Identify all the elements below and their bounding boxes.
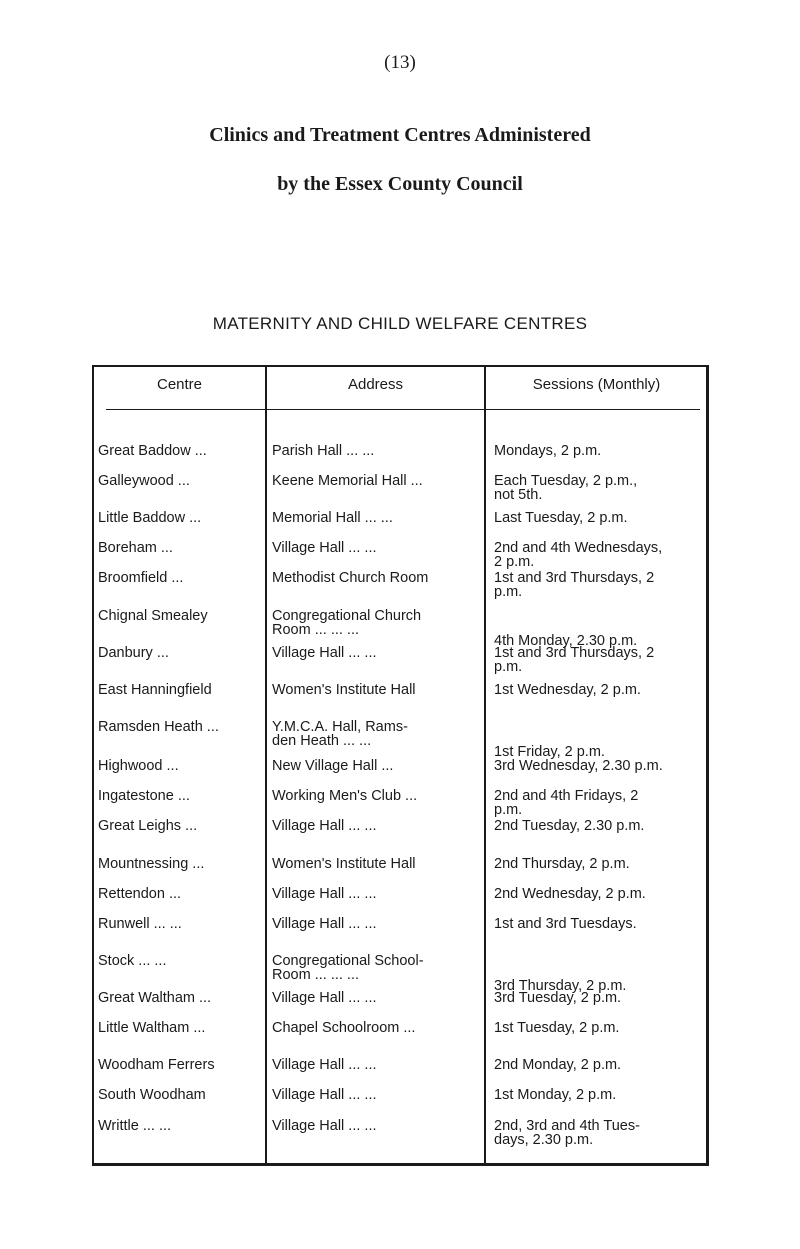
- session-times: 2nd Tuesday, 2.30 p.m.: [494, 818, 645, 834]
- centre-name: Ramsden Heath ...: [98, 719, 219, 735]
- centre-name: Rettendon ...: [98, 886, 182, 902]
- session-times: 1st and 3rd Thursdays, 2: [494, 570, 655, 586]
- session-times: 2 p.m.: [494, 554, 535, 570]
- session-times: 1st Friday, 2 p.m.: [494, 744, 605, 760]
- session-times: 1st Tuesday, 2 p.m.: [494, 1020, 620, 1036]
- centre-name: Broomfield ...: [98, 570, 184, 586]
- centre-address: Chapel Schoolroom ...: [272, 1020, 416, 1036]
- centre-name: Chignal Smealey: [98, 608, 208, 624]
- centre-address: Room ... ... ...: [272, 967, 360, 983]
- centre-address: Village Hall ... ...: [272, 818, 377, 834]
- session-times: p.m.: [494, 659, 523, 675]
- column-divider: [484, 365, 486, 1166]
- column-divider: [265, 365, 267, 1166]
- centre-name: Great Baddow ...: [98, 443, 207, 459]
- centre-address: Parish Hall ... ...: [272, 443, 375, 459]
- centre-name: Great Waltham ...: [98, 990, 212, 1006]
- centre-address: Memorial Hall ... ...: [272, 510, 393, 526]
- centre-address: Village Hall ... ...: [272, 645, 377, 661]
- session-times: 2nd and 4th Fridays, 2: [494, 788, 639, 804]
- session-times: Last Tuesday, 2 p.m.: [494, 510, 628, 526]
- centre-name: Runwell ... ...: [98, 916, 182, 932]
- column-header-address: Address: [347, 376, 404, 393]
- centre-address: Village Hall ... ...: [272, 990, 377, 1006]
- document-title: Clinics and Treatment Centres Administered: [209, 124, 591, 146]
- centre-address: Village Hall ... ...: [272, 916, 377, 932]
- session-times: 1st and 3rd Thursdays, 2: [494, 645, 655, 661]
- centre-address: Methodist Church Room: [272, 570, 429, 586]
- centre-address: Women's Institute Hall: [272, 856, 416, 872]
- session-times: days, 2.30 p.m.: [494, 1132, 594, 1148]
- session-times: 1st Monday, 2 p.m.: [494, 1087, 617, 1103]
- session-times: 3rd Thursday, 2 p.m.: [494, 978, 627, 994]
- column-header-centre: Centre: [156, 376, 203, 393]
- column-header-sessions: Sessions (Monthly): [532, 376, 661, 393]
- section-heading: MATERNITY AND CHILD WELFARE CENTRES: [212, 314, 588, 333]
- centre-name: Ingatestone ...: [98, 788, 190, 804]
- header-rule: [106, 409, 700, 410]
- session-times: Each Tuesday, 2 p.m.,: [494, 473, 638, 489]
- page-number: (13): [384, 52, 416, 73]
- centre-address: Congregational Church: [272, 608, 422, 624]
- centre-address: Village Hall ... ...: [272, 1057, 377, 1073]
- centre-name: Highwood ...: [98, 758, 179, 774]
- centre-address: Working Men's Club ...: [272, 788, 418, 804]
- centre-name: Little Baddow ...: [98, 510, 202, 526]
- centre-name: Great Leighs ...: [98, 818, 198, 834]
- session-times: p.m.: [494, 802, 523, 818]
- centre-name: Stock ... ...: [98, 953, 167, 969]
- centre-address: Women's Institute Hall: [272, 682, 416, 698]
- session-times: 2nd and 4th Wednesdays,: [494, 540, 663, 556]
- centre-address: Y.M.C.A. Hall, Rams-: [272, 719, 408, 735]
- centre-address: Village Hall ... ...: [272, 540, 377, 556]
- centre-name: Writtle ... ...: [98, 1118, 172, 1134]
- centre-name: Boreham ...: [98, 540, 173, 556]
- centre-name: Danbury ...: [98, 645, 169, 661]
- centre-address: Village Hall ... ...: [272, 1087, 377, 1103]
- centre-name: Mountnessing ...: [98, 856, 205, 872]
- session-times: 2nd Wednesday, 2 p.m.: [494, 886, 646, 902]
- session-times: 1st Wednesday, 2 p.m.: [494, 682, 641, 698]
- session-times: 2nd Thursday, 2 p.m.: [494, 856, 630, 872]
- session-times: 2nd, 3rd and 4th Tues-: [494, 1118, 640, 1134]
- centre-name: South Woodham: [98, 1087, 206, 1103]
- centre-address: Congregational School-: [272, 953, 424, 969]
- centre-name: East Hanningfield: [98, 682, 212, 698]
- document-subtitle: by the Essex County Council: [277, 173, 523, 195]
- centre-name: Little Waltham ...: [98, 1020, 206, 1036]
- session-times: 1st and 3rd Tuesdays.: [494, 916, 637, 932]
- centre-name: Woodham Ferrers: [98, 1057, 215, 1073]
- session-times: 2nd Monday, 2 p.m.: [494, 1057, 622, 1073]
- session-times: 3rd Tuesday, 2 p.m.: [494, 990, 622, 1006]
- centre-address: Village Hall ... ...: [272, 1118, 377, 1134]
- session-times: not 5th.: [494, 487, 543, 503]
- centre-address: Keene Memorial Hall ...: [272, 473, 423, 489]
- centre-name: Galleywood ...: [98, 473, 190, 489]
- centre-address: New Village Hall ...: [272, 758, 394, 774]
- session-times: 3rd Wednesday, 2.30 p.m.: [494, 758, 663, 774]
- centre-address: Room ... ... ...: [272, 622, 360, 638]
- centre-address: Village Hall ... ...: [272, 886, 377, 902]
- session-times: Mondays, 2 p.m.: [494, 443, 602, 459]
- session-times: p.m.: [494, 584, 523, 600]
- session-times: 4th Monday, 2.30 p.m.: [494, 633, 638, 649]
- centre-address: den Heath ... ...: [272, 733, 372, 749]
